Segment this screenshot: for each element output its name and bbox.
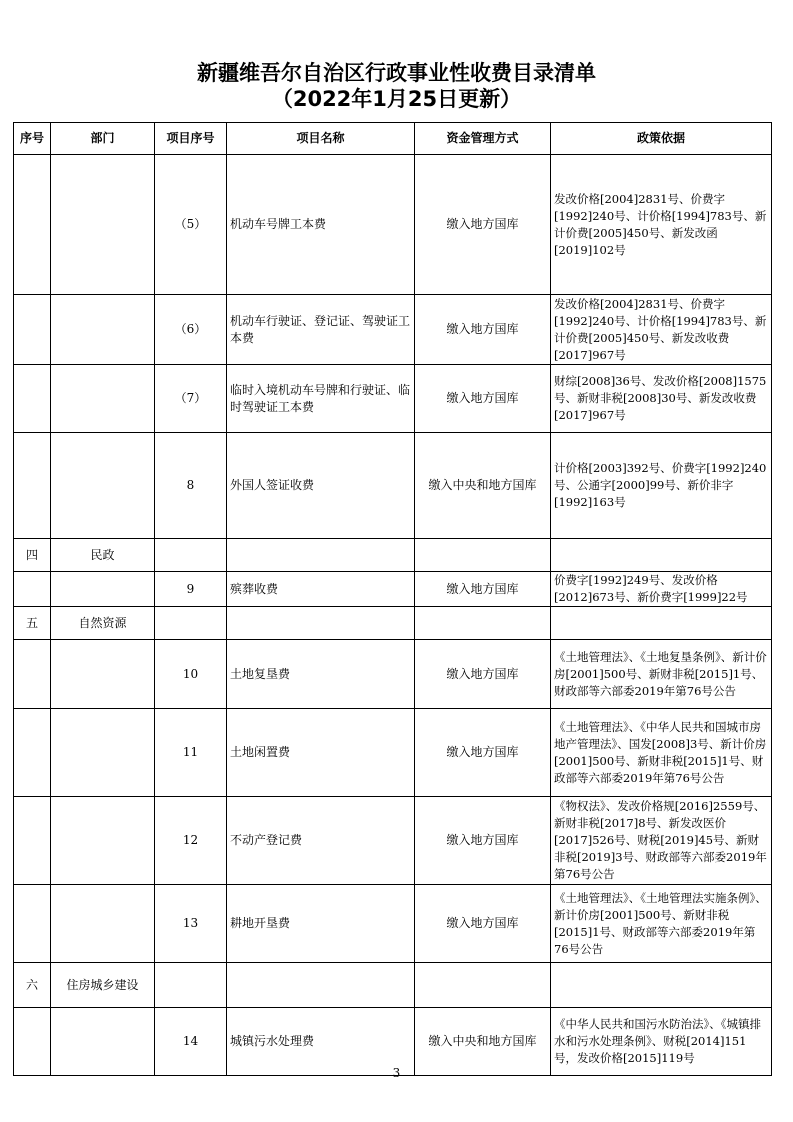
cell-policy-basis: [551, 963, 772, 1008]
cell-seq: [14, 365, 51, 433]
table-row: [14, 572, 772, 607]
cell-item-name: 耕地开垦费: [227, 885, 415, 963]
cell-department: [51, 797, 155, 885]
cell-seq: [14, 155, 51, 295]
cell-item-name: 不动产登记费: [227, 797, 415, 885]
table-row: [14, 155, 772, 295]
cell-department: 民政: [51, 539, 155, 572]
cell-item-number: 11: [155, 709, 227, 797]
table-row: [14, 709, 772, 797]
cell-policy-basis: 《土地管理法》、《中华人民共和国城市房地产管理法》、国发[2008]3号、新计价房[2001]500号、新财非税[2015]1号、财政部等六部委2019年第76号公告: [551, 709, 772, 797]
header-item-number: 项目序号: [155, 123, 227, 155]
cell-policy-basis: 发改价格[2004]2831号、价费字[1992]240号、计价格[1994]783号、新计价费[2005]450号、新发改函[2019]102号: [551, 155, 772, 295]
table-row: [14, 295, 772, 365]
fee-catalog-table: [13, 122, 772, 1076]
cell-item-number: （6）: [155, 295, 227, 365]
cell-item-name: [227, 539, 415, 572]
cell-seq: [14, 797, 51, 885]
cell-item-number: 9: [155, 572, 227, 607]
table-row: [14, 885, 772, 963]
cell-fund-management: 缴入地方国库: [415, 640, 551, 709]
cell-policy-basis: 《土地管理法》、《土地复垦条例》、新计价房[2001]500号、新财非税[2015]1号、财政部等六部委2019年第76号公告: [551, 640, 772, 709]
cell-fund-management: 缴入地方国库: [415, 295, 551, 365]
cell-item-number: 10: [155, 640, 227, 709]
cell-item-name: 土地闲置费: [227, 709, 415, 797]
cell-policy-basis: 价费字[1992]249号、发改价格[2012]673号、新价费字[1999]22号: [551, 572, 772, 607]
table-header-row: [14, 123, 772, 155]
cell-department: [51, 885, 155, 963]
cell-department: [51, 155, 155, 295]
cell-department: 住房城乡建设: [51, 963, 155, 1008]
cell-item-name: 城镇污水处理费: [227, 1008, 415, 1076]
cell-policy-basis: 发改价格[2004]2831号、价费字[1992]240号、计价格[1994]783号、新计价费[2005]450号、新发改收费[2017]967号: [551, 295, 772, 365]
header-policy-basis: 政策依据: [551, 123, 772, 155]
cell-item-name: 外国人签证收费: [227, 433, 415, 539]
cell-policy-basis: 财综[2008]36号、发改价格[2008]1575号、新财非税[2008]30号、新发改收费[2017]967号: [551, 365, 772, 433]
cell-item-name: 机动车号牌工本费: [227, 155, 415, 295]
cell-item-number: （7）: [155, 365, 227, 433]
cell-policy-basis: 《中华人民共和国污水防治法》、《城镇排水和污水处理条例》、财税[2014]151号，发改价格[2015]119号: [551, 1008, 772, 1076]
cell-item-name: [227, 607, 415, 640]
cell-item-number: [155, 607, 227, 640]
cell-item-name: [227, 963, 415, 1008]
cell-fund-management: 缴入地方国库: [415, 797, 551, 885]
table-row: [14, 797, 772, 885]
cell-policy-basis: [551, 539, 772, 572]
cell-department: [51, 295, 155, 365]
document-title: 新疆维吾尔自治区行政事业性收费目录清单: [197, 61, 596, 85]
table-row: [14, 539, 772, 572]
header-department: 部门: [51, 123, 155, 155]
table-row: [14, 607, 772, 640]
cell-fund-management: 缴入中央和地方国库: [415, 433, 551, 539]
cell-policy-basis: 计价格[2003]392号、价费字[1992]240号、公通字[2000]99号、新价非字[1992]163号: [551, 433, 772, 539]
cell-seq: [14, 295, 51, 365]
cell-item-number: （5）: [155, 155, 227, 295]
cell-fund-management: 缴入地方国库: [415, 365, 551, 433]
cell-seq: [14, 885, 51, 963]
cell-policy-basis: 《土地管理法》、《土地管理法实施条例》、新计价房[2001]500号、新财非税[2015]1号、财政部等六部委2019年第76号公告: [551, 885, 772, 963]
cell-seq: 五: [14, 607, 51, 640]
cell-item-name: 临时入境机动车号牌和行驶证、临时驾驶证工本费: [227, 365, 415, 433]
cell-department: 自然资源: [51, 607, 155, 640]
cell-seq: [14, 640, 51, 709]
cell-item-number: 14: [155, 1008, 227, 1076]
cell-policy-basis: 《物权法》、发改价格规[2016]2559号、新财非税[2017]8号、新发改医价[2017]526号、财税[2019]45号、新财非税[2019]3号、财政部等六部委2019年第76号公告: [551, 797, 772, 885]
cell-item-name: 土地复垦费: [227, 640, 415, 709]
cell-policy-basis: [551, 607, 772, 640]
cell-seq: [14, 709, 51, 797]
cell-seq: 六: [14, 963, 51, 1008]
page-number: 3: [392, 1066, 401, 1080]
table-row: [14, 640, 772, 709]
cell-item-number: 8: [155, 433, 227, 539]
cell-item-number: [155, 963, 227, 1008]
cell-department: [51, 709, 155, 797]
cell-department: [51, 572, 155, 607]
cell-item-number: 13: [155, 885, 227, 963]
cell-fund-management: 缴入地方国库: [415, 709, 551, 797]
table-row: [14, 963, 772, 1008]
cell-fund-management: [415, 963, 551, 1008]
table-row: [14, 365, 772, 433]
table-row: [14, 433, 772, 539]
cell-department: [51, 640, 155, 709]
cell-seq: [14, 572, 51, 607]
header-item-name: 项目名称: [227, 123, 415, 155]
cell-department: [51, 365, 155, 433]
header-fund-management: 资金管理方式: [415, 123, 551, 155]
cell-item-name: 机动车行驶证、登记证、驾驶证工本费: [227, 295, 415, 365]
cell-fund-management: 缴入地方国库: [415, 155, 551, 295]
cell-fund-management: 缴入地方国库: [415, 885, 551, 963]
cell-seq: [14, 433, 51, 539]
cell-fund-management: [415, 539, 551, 572]
document-subtitle: （2022年1月25日更新）: [271, 87, 522, 111]
cell-seq: 四: [14, 539, 51, 572]
cell-item-number: 12: [155, 797, 227, 885]
cell-fund-management: 缴入地方国库: [415, 572, 551, 607]
cell-item-name: 殡葬收费: [227, 572, 415, 607]
cell-fund-management: [415, 607, 551, 640]
cell-department: [51, 433, 155, 539]
cell-item-number: [155, 539, 227, 572]
cell-fund-management: 缴入中央和地方国库: [415, 1008, 551, 1076]
header-seq: 序号: [14, 123, 51, 155]
